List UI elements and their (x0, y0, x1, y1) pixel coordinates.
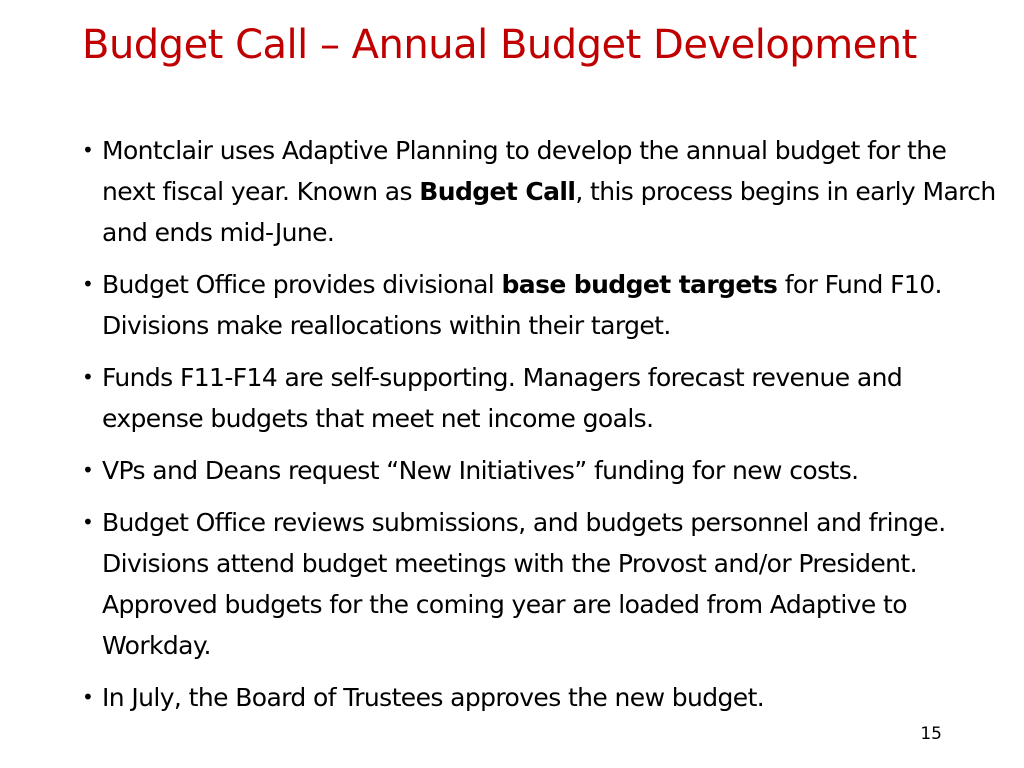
bullet-text: Montclair uses Adaptive Planning to develop the annual budget for the next fiscal year. Known as (102, 136, 947, 206)
bullet-item (80, 450, 1000, 491)
bullet-item (80, 357, 1000, 439)
bullet-icon: • (82, 510, 94, 534)
bullet-item (80, 502, 1000, 666)
bullet-icon: • (82, 365, 94, 389)
bullet-text: In July, the Board of Trustees approves the new budget. (102, 683, 765, 712)
bullet-text: Budget Office reviews submissions, and budgets personnel and fringe. Divisions attend budget meetings with the Provost and/or President. Approved budgets for the coming year are loaded from Adaptive to Workday. (102, 508, 946, 660)
bullet-icon: • (82, 685, 94, 709)
page-number: 15 (920, 724, 942, 744)
bullet-text: for Fund F10. Divisions make reallocations within their target. (102, 270, 942, 340)
bullet-bold-term: base budget targets (501, 270, 778, 299)
slide-title: Budget Call – Annual Budget Development (82, 22, 917, 68)
bullet-list (80, 130, 1000, 729)
bullet-item (80, 677, 1000, 718)
bullet-icon: • (82, 272, 94, 296)
bullet-icon: • (82, 138, 94, 162)
bullet-text: Budget Office provides divisional (102, 270, 502, 299)
bullet-icon: • (82, 458, 94, 482)
bullet-item (80, 130, 1000, 253)
bullet-text: Funds F11-F14 are self-supporting. Managers forecast revenue and expense budgets that meet net income goals. (102, 363, 903, 433)
bullet-text: VPs and Deans request “New Initiatives” funding for new costs. (102, 456, 859, 485)
bullet-bold-term: Budget Call (419, 177, 576, 206)
bullet-item (80, 264, 1000, 346)
bullet-text: , this process begins in early March and ends mid-June. (102, 177, 996, 247)
